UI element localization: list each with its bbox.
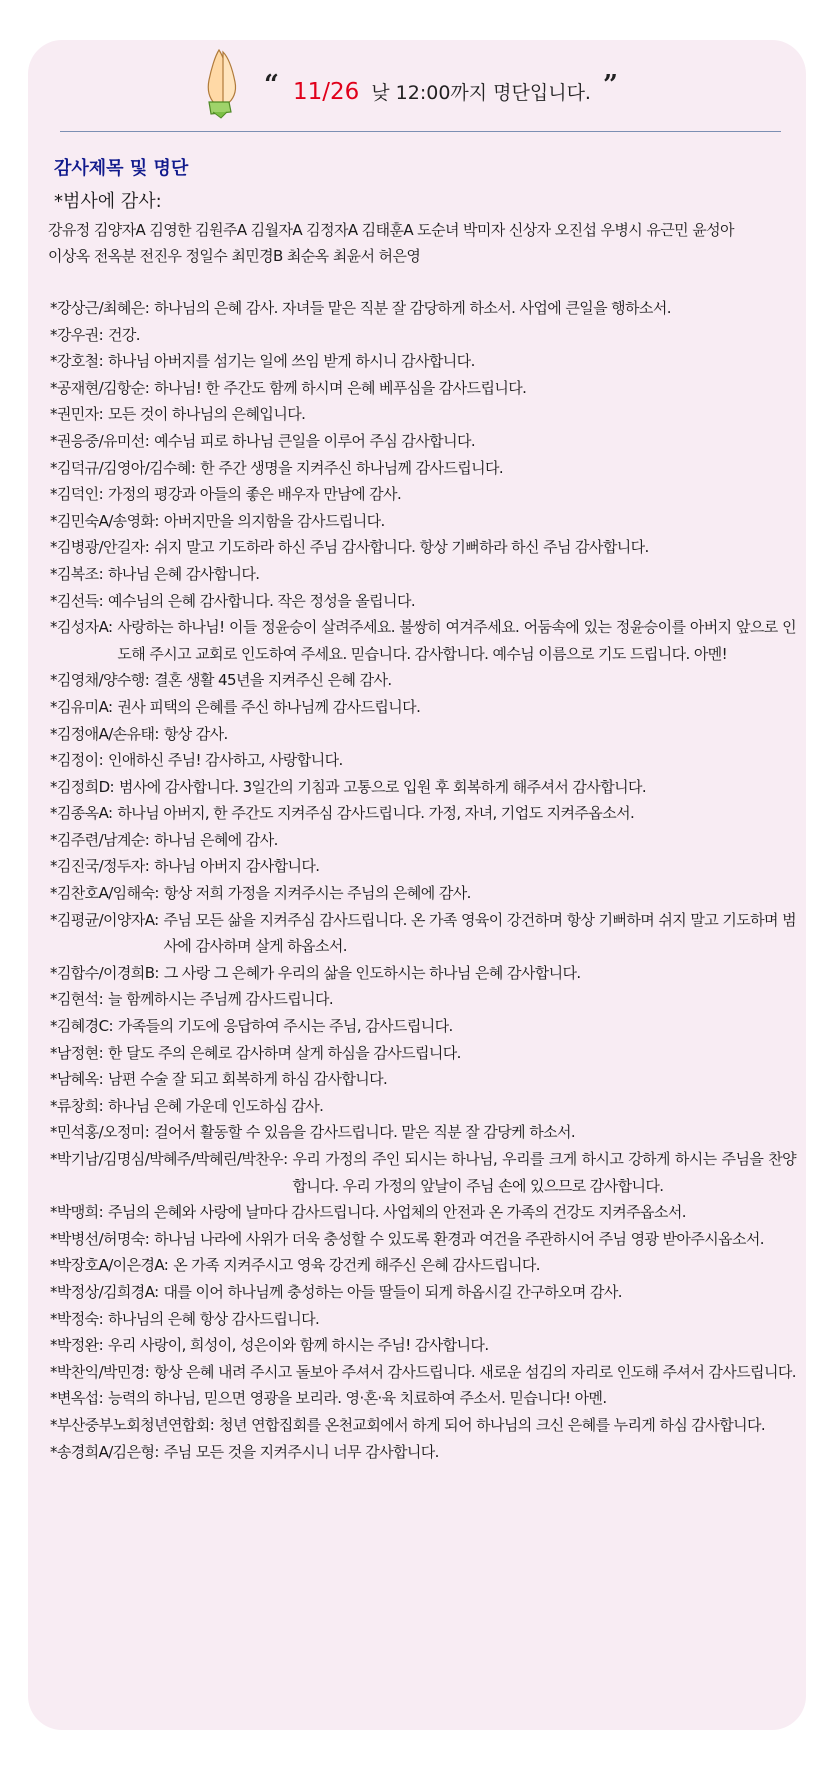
entry-message: 온 가족 지켜주시고 영육 강건케 해주신 은혜 감사드립니다. (173, 1256, 540, 1275)
prayer-entry (50, 1412, 796, 1439)
entry-names: *김현석: (50, 990, 104, 1009)
entry-names: *김민숙A/송영화: (50, 511, 159, 530)
entry-names: *김선득: (50, 591, 104, 610)
prayer-entry (50, 694, 796, 721)
entry-names: *남혜옥: (50, 1070, 104, 1089)
entry-message: 하나님 나라에 사위가 더욱 충성할 수 있도록 환경과 여건을 주관하시어 주님 영광 받아주시옵소서. (154, 1229, 764, 1248)
prayer-entry (50, 986, 796, 1013)
entry-names: *박정상/김희경A: (50, 1282, 159, 1301)
entry-message: 하나님 은혜 가운데 인도하심 감사. (108, 1096, 324, 1115)
prayer-entry (50, 1119, 796, 1146)
entry-message: 청년 연합집회를 온천교회에서 하게 되어 하나님의 크신 은혜를 누리게 하심 감사합니다. (219, 1415, 766, 1434)
entry-message: 능력의 하나님, 믿으면 영광을 보리라. 영·혼·육 치료하여 주소서. 믿습니다! 아멘. (108, 1389, 607, 1408)
prayer-entry (50, 1199, 796, 1226)
entry-message: 우리 가정의 주인 되시는 하나님, 우리를 크게 하시고 강하게 하시는 주님을 찬양합니다. 우리 가정의 앞날이 주님 손에 있으므로 감사합니다. (292, 1150, 796, 1195)
entry-names: *김찬호A/임해숙: (50, 884, 159, 903)
prayer-entry (50, 614, 796, 667)
entry-names: *남정현: (50, 1043, 104, 1062)
prayer-entry (50, 1093, 796, 1120)
prayer-entry (50, 1359, 796, 1386)
entry-names: *박정숙: (50, 1309, 104, 1328)
entry-names: *김종옥A: (50, 804, 113, 823)
entry-message: 결혼 생활 45년을 지켜주신 은혜 감사. (154, 671, 392, 690)
prayer-list-card (28, 40, 806, 1730)
entry-names: *김덕규/김영아/김수혜: (50, 458, 196, 477)
entry-message: 범사에 감사합니다. 3일간의 기침과 고통으로 입원 후 회복하게 해주셔서 감사합니다. (118, 777, 647, 796)
entry-message: 하나님의 은혜 감사. 자녀들 맡은 직분 잘 감당하게 하소서. 사업에 큰일을 행하소서. (154, 299, 671, 317)
entry-message: 쉬지 말고 기도하라 하신 주님 감사합니다. 항상 기뻐하라 하신 주님 감사합니다. (154, 538, 649, 557)
section-title: 감사제목 및 명단 (54, 158, 189, 179)
prayer-entry (50, 747, 796, 774)
entry-names: *공재현/김항순: (50, 378, 150, 397)
prayer-entries-list (50, 295, 796, 1465)
prayer-entry (50, 1066, 796, 1093)
entry-message: 한 달도 주의 은혜로 감사하며 살게 하심을 감사드립니다. (108, 1043, 461, 1062)
entry-names: *권응중/유미선: (50, 431, 150, 450)
entry-message: 하나님 아버지 감사합니다. (154, 857, 320, 876)
entry-message: 항상 은혜 내려 주시고 돌보아 주셔서 감사드립니다. 새로운 섬김의 자리로 인도해 주셔서 감사드립니다. (154, 1362, 796, 1381)
entry-names: *김진국/정두자: (50, 857, 150, 876)
notice-header (28, 40, 806, 135)
entry-names: *박병선/허명숙: (50, 1229, 150, 1248)
prayer-entry (50, 375, 796, 402)
entry-names: *강상근/최혜은: (50, 299, 150, 317)
prayer-entry (50, 561, 796, 588)
notice-date: 11/26 (292, 79, 360, 105)
prayer-entry (50, 1013, 796, 1040)
entry-message: 주님 모든 것을 지켜주시니 너무 감사합니다. (163, 1442, 439, 1461)
entry-message: 하나님의 은혜 항상 감사드립니다. (108, 1309, 320, 1328)
entry-message: 항상 감사. (163, 724, 228, 743)
entry-message: 예수님의 은혜 감사합니다. 작은 정성을 올립니다. (108, 591, 416, 610)
entry-message: 하나님 은혜 감사합니다. (108, 564, 260, 583)
prayer-entry (50, 1040, 796, 1067)
entry-names: *김유미A: (50, 697, 113, 716)
names-line: 강유정 김양자A 김영한 김원주A 김월자A 김정자A 김태훈A 도순녀 박미자 신상자 오진섭 우병시 유근민 윤성아 (48, 221, 734, 239)
entry-message: 인애하신 주님! 감사하고, 사랑합니다. (108, 751, 343, 770)
entry-message: 예수님 피로 하나님 큰일을 이루어 주심 감사합니다. (154, 431, 476, 450)
entry-message: 한 주간 생명을 지켜주신 하나님께 감사드립니다. (200, 458, 504, 477)
entry-message: 그 사랑 그 은혜가 우리의 삶을 인도하시는 하나님 은혜 감사합니다. (163, 963, 581, 982)
prayer-entry (50, 534, 796, 561)
general-thanks-heading: *범사에 감사: (54, 191, 162, 212)
prayer-entry (50, 1385, 796, 1412)
entry-message: 아버지만을 의지함을 감사드립니다. (163, 511, 385, 530)
entry-names: *김정희D: (50, 777, 114, 796)
entry-message: 사랑하는 하나님! 이들 정윤승이 살려주세요. 불쌍히 여겨주세요. 어둠속에 있는 정윤승이를 아버지 앞으로 인도해 주시고 교회로 인도하여 주세요. 믿습니다. 감사합니다. 예수님 이름으로 기도 드립니다. 아멘! (117, 618, 796, 663)
entry-message: 하나님! 한 주간도 함께 하시며 은혜 베푸심을 감사드립니다. (154, 378, 527, 397)
entry-names: *민석홍/오정미: (50, 1123, 150, 1142)
prayer-entry (50, 907, 796, 960)
entry-names: *김평균/이양자A: (50, 910, 159, 929)
prayer-entry (50, 1226, 796, 1253)
prayer-entry (50, 1306, 796, 1333)
entry-names: *김합수/이경희B: (50, 963, 159, 982)
prayer-entry (50, 481, 796, 508)
entry-names: *김성자A: (50, 618, 113, 637)
prayer-entry (50, 880, 796, 907)
prayer-entry (50, 853, 796, 880)
prayer-entry (50, 322, 796, 349)
entry-names: *강우권: (50, 325, 104, 344)
prayer-entry (50, 1252, 796, 1279)
entry-message: 우리 사랑이, 희성이, 성은이와 함께 하시는 주님! 감사합니다. (108, 1336, 489, 1355)
entry-names: *김정애A/손유태: (50, 724, 159, 743)
entry-names: *박맹희: (50, 1203, 104, 1222)
entry-message: 주님의 은혜와 사랑에 날마다 감사드립니다. 사업체의 안전과 온 가족의 건강도 지켜주옵소서. (108, 1203, 686, 1222)
entry-names: *권민자: (50, 405, 104, 424)
entry-names: *김정이: (50, 751, 104, 770)
entry-names: *김병광/안길자: (50, 538, 150, 557)
entry-message: 하나님 아버지를 섬기는 일에 쓰임 받게 하시니 감사합니다. (108, 352, 475, 371)
entry-message: 하나님 아버지, 한 주간도 지켜주심 감사드립니다. 가정, 자녀, 기업도 지켜주옵소서. (117, 804, 635, 823)
prayer-entry (50, 960, 796, 987)
prayer-entry (50, 1146, 796, 1199)
entry-names: *김복조: (50, 564, 104, 583)
entry-names: *류창희: (50, 1096, 104, 1115)
entry-names: *박장호A/이은경A: (50, 1256, 169, 1275)
prayer-entry (50, 295, 796, 322)
prayer-entry (50, 800, 796, 827)
entry-message: 하나님 은혜에 감사. (154, 830, 278, 849)
entry-names: *강호철: (50, 352, 104, 371)
prayer-entry (50, 721, 796, 748)
prayer-entry (50, 1439, 796, 1466)
prayer-entry (50, 508, 796, 535)
prayer-entry (50, 455, 796, 482)
entry-names: *김주련/남계순: (50, 830, 150, 849)
prayer-entry (50, 827, 796, 854)
notice-text (264, 70, 618, 105)
prayer-entry (50, 667, 796, 694)
entry-names: *김덕인: (50, 485, 104, 504)
entry-names: *박찬익/박민경: (50, 1362, 150, 1381)
entry-names: *박기남/김명심/박혜주/박혜린/박찬우: (50, 1150, 288, 1168)
entry-message: 권사 피택의 은혜를 주신 하나님께 감사드립니다. (117, 697, 421, 716)
entry-names: *변옥섭: (50, 1389, 104, 1408)
entry-names: *송경희A/김은형: (50, 1442, 159, 1461)
entry-message: 가족들의 기도에 응답하여 주시는 주님, 감사드립니다. (117, 1017, 453, 1036)
close-quote: ” (602, 70, 618, 100)
entry-message: 가정의 평강과 아들의 좋은 배우자 만남에 감사. (108, 485, 402, 504)
entry-message: 항상 저희 가정을 지켜주시는 주님의 은혜에 감사. (163, 884, 471, 903)
prayer-entry (50, 588, 796, 615)
entry-message: 대를 이어 하나님께 충성하는 아들 딸들이 되게 하옵시길 간구하오며 감사. (163, 1282, 622, 1301)
notice-message: 낮 12:00까지 명단입니다. (371, 82, 591, 104)
entry-message: 남편 수술 잘 되고 회복하게 하심 감사합니다. (108, 1070, 388, 1089)
entry-names: *박정완: (50, 1336, 104, 1355)
prayer-entry (50, 1332, 796, 1359)
names-line: 이상옥 전옥분 전진우 정일수 최민경B 최순옥 최윤서 허은영 (48, 247, 421, 265)
entry-message: 걸어서 활동할 수 있음을 감사드립니다. 맡은 직분 잘 감당케 하소서. (154, 1123, 576, 1142)
prayer-entry (50, 1279, 796, 1306)
prayer-entry (50, 428, 796, 455)
prayer-entry (50, 774, 796, 801)
header-divider (60, 131, 781, 132)
entry-message: 모든 것이 하나님의 은혜입니다. (108, 405, 306, 424)
entry-names: *김영채/양수행: (50, 671, 150, 690)
entry-message: 건강. (108, 325, 140, 344)
open-quote: “ (264, 70, 279, 100)
entry-names: *김혜경C: (50, 1017, 113, 1036)
general-thanks-names (48, 217, 793, 269)
entry-names: *부산중부노회청년연합회: (50, 1415, 215, 1434)
prayer-entry (50, 348, 796, 375)
prayer-entry (50, 401, 796, 428)
entry-message: 늘 함께하시는 주님께 감사드립니다. (108, 990, 334, 1009)
entry-message: 주님 모든 삶을 지켜주심 감사드립니다. 온 가족 영육이 강건하며 항상 기뻐하며 쉬지 말고 기도하며 범사에 감사하며 살게 하옵소서. (163, 910, 796, 956)
praying-hands-icon (195, 46, 253, 120)
